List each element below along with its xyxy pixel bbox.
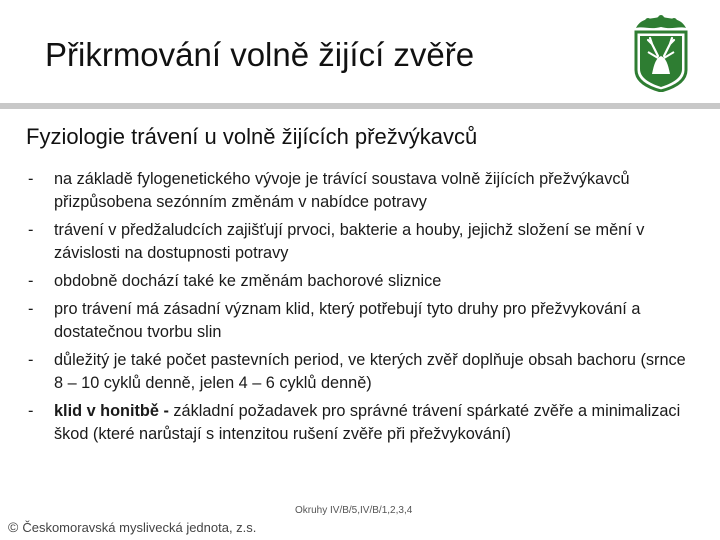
- organization-name: Českomoravská myslivecká jednota, z.s.: [22, 520, 257, 535]
- list-item: [28, 298, 698, 344]
- list-item: [28, 400, 698, 446]
- bullet-dash: -: [28, 300, 34, 318]
- bullet-text: základní požadavek pro správné trávení spárkaté zvěře a minimalizaci škod (které narůstají s intenzitou rušení zvěře při přežvykování): [54, 402, 681, 443]
- list-item: [28, 219, 698, 265]
- list-item: [28, 349, 698, 395]
- header-divider: [0, 103, 720, 109]
- bullet-text: pro trávení má zásadní význam klid, který potřebují tyto druhy pro přežvykování a dostatečnou tvorbu slin: [54, 300, 641, 341]
- bullet-text: na základě fylogenetického vývoje je trávící soustava volně žijících přežvýkavců přizpůsobena sezónním změnám v nabídce potravy: [54, 170, 630, 211]
- bullet-dash: -: [28, 221, 34, 239]
- hunting-association-logo-icon: [628, 14, 694, 92]
- bullet-list: [28, 168, 698, 451]
- list-item: [28, 168, 698, 214]
- footer-organization: [8, 519, 256, 535]
- page-title: Přikrmování volně žijící zvěře: [45, 36, 475, 73]
- bullet-text: obdobně dochází také ke změnám bachorové sliznice: [54, 272, 442, 290]
- footer-reference: Okruhy IV/B/5,IV/B/1,2,3,4: [295, 505, 413, 516]
- list-item: [28, 270, 698, 293]
- bullet-text: důležitý je také počet pastevních period, ve kterých zvěř doplňuje obsah bachoru (srnce 8 – 10 cyklů denně, jelen 4 – 6 cyklů denně): [54, 351, 686, 392]
- bullet-bold-lead: klid v honitbě -: [54, 402, 169, 420]
- bullet-dash: -: [28, 170, 34, 188]
- copyright-icon: ©: [8, 519, 19, 535]
- bullet-dash: -: [28, 272, 34, 290]
- bullet-dash: -: [28, 402, 34, 420]
- section-heading: Fyziologie trávení u volně žijících přežvýkavců: [26, 124, 478, 149]
- bullet-dash: -: [28, 351, 34, 369]
- bullet-text: trávení v předžaludcích zajišťují prvoci, bakterie a houby, jejichž složení se mění v závislosti na dostupnosti potravy: [54, 221, 645, 262]
